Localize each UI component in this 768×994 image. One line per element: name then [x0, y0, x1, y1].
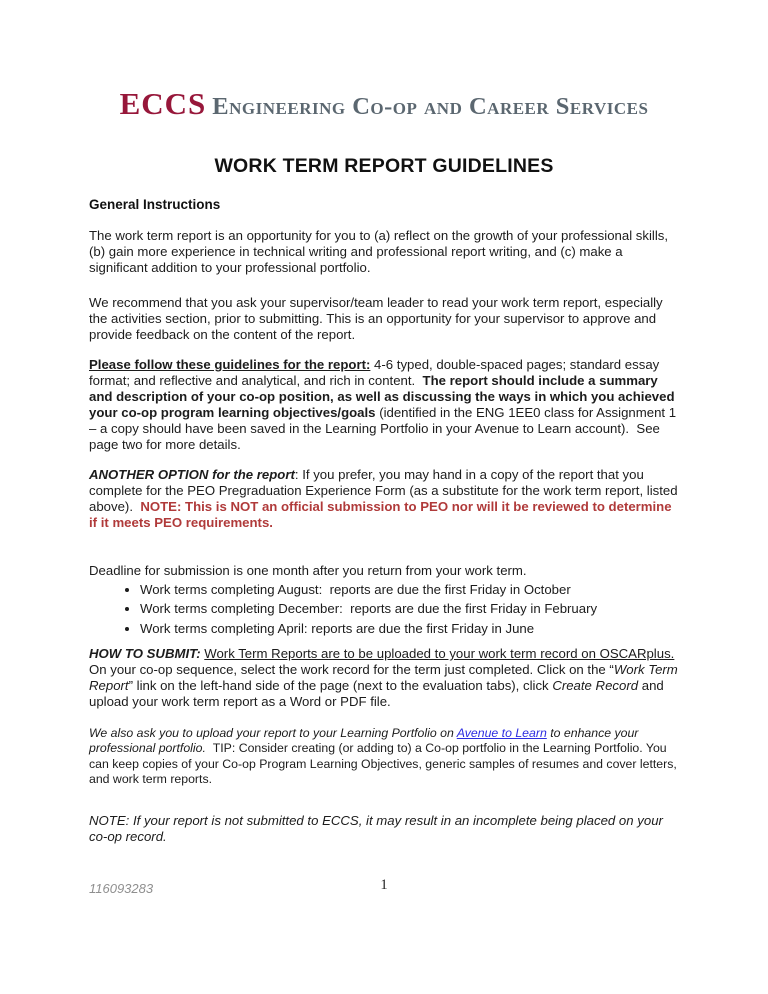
text-run: : If you prefer, you may hand in a copy of the report that you complete for the PEO Pregraduation Experience Form (as a substitute for the work term report, listed above).	[89, 467, 682, 515]
footer-page-number: 1	[380, 877, 388, 893]
paragraph-deadline-intro	[89, 563, 683, 579]
text-run: Work Term Report	[89, 662, 682, 694]
org-name: Engineering Co-op and Career Services	[212, 93, 649, 120]
text-run: We recommend that you ask your supervisor/team leader to read your work term report, especially the activities section, prior to submitting. This is an opportunity for your supervisor to approve and provide feedback on the content of the report.	[89, 295, 667, 343]
paragraph-another-option	[89, 467, 683, 531]
org-header	[0, 86, 768, 122]
text-run: Deadline for submission is one month after you return from your work term.	[89, 563, 527, 578]
bullet-august-deadline: • Work terms completing August: reports are due the first Friday in October	[140, 580, 700, 599]
text-run: 4-6 typed, double-spaced pages; standard essay format; and reflective and analytical, and rich in content.	[89, 357, 663, 389]
text-run: The report should include a summary and description of your co-op position, as well as discussing the ways in which you achieved your co-op program learning objectives/goals	[89, 373, 679, 421]
paragraph-supervisor-recommendation	[89, 295, 683, 343]
text-run: Please follow these guidelines for the report:	[89, 357, 371, 372]
bullet-april-deadline: • Work terms completing April: reports are due the first Friday in June	[140, 619, 700, 638]
paragraph-incomplete-note	[89, 813, 683, 845]
text-run: ANOTHER OPTION for the report	[89, 467, 295, 482]
footer-document-number: 116093283	[89, 881, 154, 896]
text-run: The work term report is an opportunity for you to (a) reflect on the growth of your professional skills, (b) gain more experience in technical writing and professional report writing, and (c) make a significant addition to your professional portfolio.	[89, 228, 672, 276]
text-run: HOW TO SUBMIT:	[89, 646, 201, 661]
paragraph-how-to-submit	[89, 646, 683, 710]
deadline-bullet-list	[89, 580, 700, 638]
text-run: to enhance your professional portfolio.	[89, 726, 642, 756]
text-run: and upload your work term report as a Word or PDF file.	[89, 678, 668, 710]
text-run: ” link on the left-hand side of the page (next to the evaluation tabs), click	[128, 678, 553, 694]
bullet-december-deadline: • Work terms completing December: reports are due the first Friday in February	[140, 599, 700, 618]
paragraph-learning-portfolio	[89, 726, 683, 787]
text-run: NOTE: This is NOT an official submission to PEO nor will it be reviewed to determine if it meets PEO requirements.	[89, 499, 676, 531]
text-run: TIP: Consider creating (or adding to) a Co-op portfolio in the Learning Portfolio. You can keep copies of your Co-op Program Learning Objectives, generic samples of resumes and cover letters, and work term reports.	[89, 741, 681, 786]
paragraph-report-guidelines	[89, 357, 683, 454]
paragraph-intro	[89, 228, 683, 276]
text-run: (identified in the ENG 1EE0 class for Assignment 1 – a copy should have been saved in the Learning Portfolio in your Avenue to Learn account). See page two for more details.	[89, 405, 680, 453]
text-run: NOTE: If your report is not submitted to ECCS, it may result in an incomplete being placed on your co-op record.	[89, 813, 667, 845]
text-run: Work Term Reports are to be uploaded to your work term record on OSCARplus.	[204, 646, 675, 661]
org-acronym: ECCS	[119, 86, 207, 121]
text-run: On your co-op sequence, select the work record for the term just completed. Click on the “	[89, 646, 682, 678]
page-title: WORK TERM REPORT GUIDELINES	[214, 155, 554, 177]
section-heading: General Instructions	[89, 197, 221, 212]
text-run: We also ask you to upload your report to your Learning Portfolio on	[89, 726, 457, 740]
text-run: Create Record	[552, 678, 639, 694]
avenue-to-learn-link[interactable]: Avenue to Learn	[456, 726, 547, 740]
